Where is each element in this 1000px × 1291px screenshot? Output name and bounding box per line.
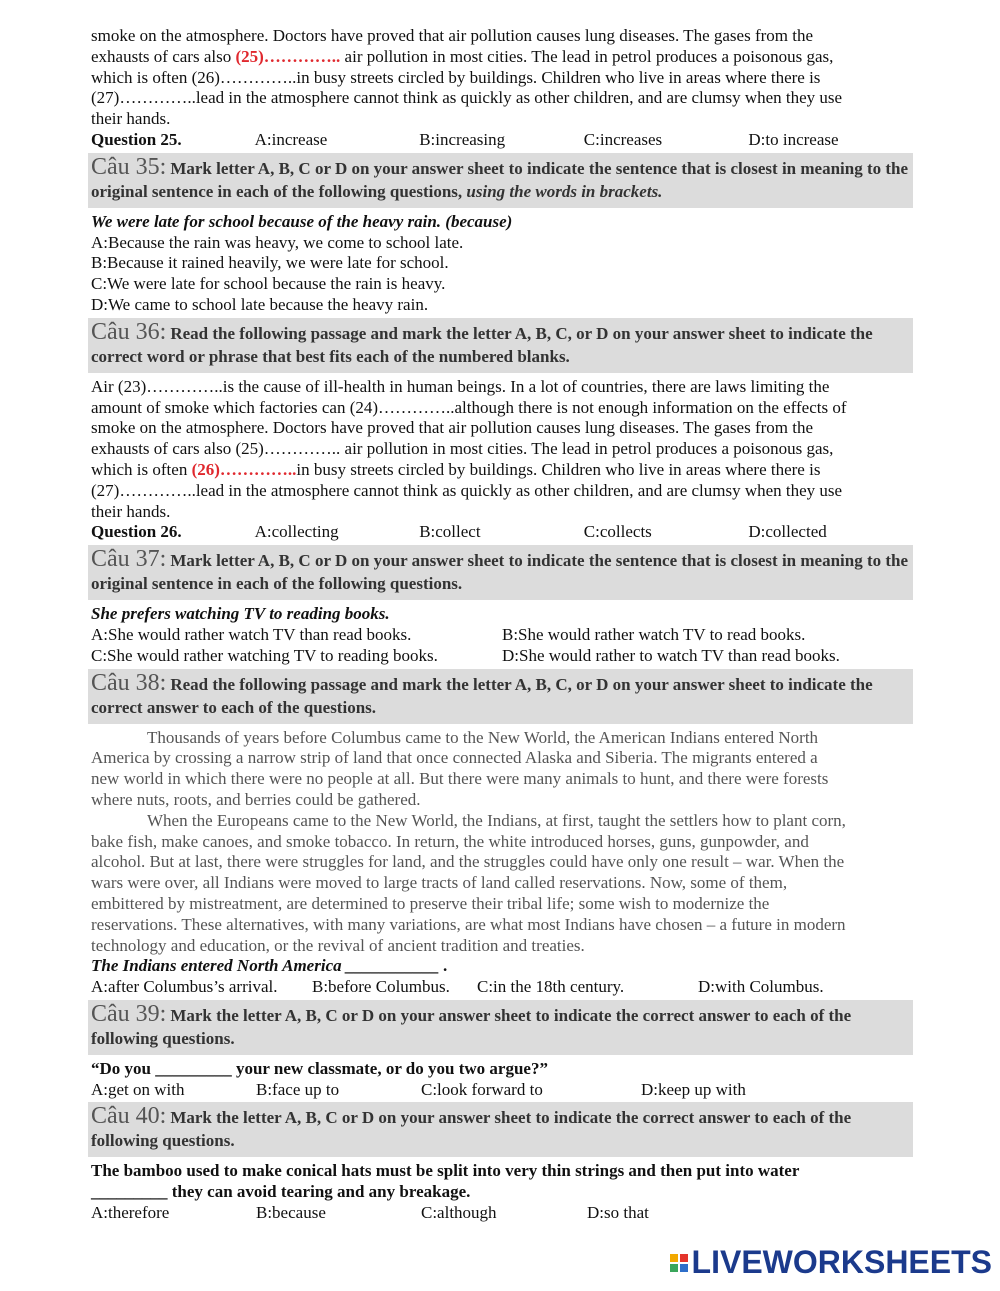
question-label: Question 25. <box>91 129 182 149</box>
question-row-25 <box>91 130 913 151</box>
question-number: Câu 36: <box>91 318 167 345</box>
liveworksheets-logo[interactable] <box>670 1244 992 1281</box>
highlighted-blank: (25)………….. <box>235 46 341 66</box>
answer-option[interactable]: D:collected <box>748 522 827 542</box>
passage-line: amount of smoke which factories can (24)…………..although there is not enough information on the effects of <box>91 397 847 417</box>
logo-blocks-icon <box>670 1254 688 1272</box>
question-header-35: Câu 35: Mark letter A, B, C or D on your answer sheet to indicate the sentence that is closest in meaning to the original sentence in each of the following questions, using the words in brackets. <box>88 153 913 208</box>
answer-option[interactable]: C:We were late for school because the rain is heavy. <box>91 274 446 294</box>
answer-option[interactable]: A:after Columbus’s arrival. <box>91 977 278 997</box>
question-number: Câu 40: <box>91 1103 167 1130</box>
passage-line: their hands. <box>91 109 171 129</box>
answer-option[interactable]: A:increase <box>254 129 328 149</box>
options-row <box>91 1080 913 1101</box>
passage-line: smoke on the atmosphere. Doctors have proved that air pollution causes lung diseases. The gases from the <box>91 26 814 45</box>
logo-block <box>680 1254 688 1262</box>
passage-line: technology and education, or the revival of ancient tradition and treaties. <box>91 935 585 955</box>
passage-line: embittered by mistreatment, are determined to preserve their tribal life; some wish to modernize the <box>91 893 770 913</box>
answer-option[interactable]: C:She would rather watching TV to reading books. <box>91 645 438 665</box>
answer-option[interactable]: C:although <box>421 1203 497 1223</box>
passage-line: Thousands of years before Columbus came to the New World, the American Indians entered North <box>147 727 819 747</box>
passage-line: smoke on the atmosphere. Doctors have proved that air pollution causes lung diseases. The gases from the <box>91 418 814 438</box>
logo-block <box>670 1264 678 1272</box>
passage-line: wars were over, all Indians were moved to large tracts of land called reservations. Now, some of them, <box>91 873 788 893</box>
answer-option[interactable]: D:keep up with <box>641 1079 746 1099</box>
question-number: Câu 37: <box>91 546 167 573</box>
passage-line: alcohol. But at last, there were struggles for land, and the struggles could have only one result – war. When the <box>91 852 845 872</box>
answer-option[interactable]: D:She would rather to watch TV than read books. <box>502 645 840 665</box>
passage-line: America by crossing a narrow strip of land that once connected Alaska and Siberia. The migrants entered a <box>91 748 818 768</box>
passage-line: bake fish, make canoes, and smoke tobacco. In return, the white introduced horses, guns, gunpowder, and <box>91 831 809 851</box>
question-row-26 <box>91 522 913 543</box>
answer-option[interactable]: D:so that <box>587 1203 649 1223</box>
answer-option[interactable]: A:get on with <box>91 1079 185 1099</box>
question-header-40: Câu 40: Mark the letter A, B, C or D on your answer sheet to indicate the correct answer to each of the following questions. <box>88 1102 913 1157</box>
logo-text: LIVEWORKSHEETS <box>691 1244 992 1280</box>
answer-option[interactable]: C:collects <box>583 522 652 542</box>
answer-option[interactable]: A:She would rather watch TV than read books. <box>91 624 412 644</box>
options-row <box>91 646 913 667</box>
question-stem: She prefers watching TV to reading books. <box>91 604 390 624</box>
passage-line: exhausts of cars also (25)………….. air pollution in most cities. The lead in petrol produces a poisonous gas, <box>91 439 834 459</box>
worksheet-page <box>91 26 913 1224</box>
passage-line: (27)…………..lead in the atmosphere cannot think as quickly as other children, and are clumsy when they use <box>91 88 843 108</box>
logo-block <box>670 1254 678 1262</box>
answer-option[interactable]: B:collect <box>419 522 481 542</box>
passage-line: which is often (26)…………..in busy streets circled by buildings. Children who live in areas where there is <box>91 67 821 87</box>
answer-option[interactable]: C:in the 18th century. <box>477 977 625 997</box>
answer-option[interactable]: B:because <box>256 1203 326 1223</box>
options-row <box>91 1203 913 1224</box>
passage-line: When the Europeans came to the New World, the Indians, at first, taught the settlers how to plant corn, <box>147 810 846 830</box>
passage-line: (27)…………..lead in the atmosphere cannot think as quickly as other children, and are clumsy when they use <box>91 480 843 500</box>
answer-option[interactable]: A:therefore <box>91 1203 170 1223</box>
question-stem: “Do you _________ your new classmate, or do you two argue?” <box>91 1058 548 1078</box>
question-stem: The Indians entered North America ___________ . <box>91 956 448 976</box>
logo-block <box>680 1264 688 1272</box>
options-row <box>91 977 913 998</box>
options-row <box>91 625 913 646</box>
question-header-37: Câu 37: Mark letter A, B, C or D on your answer sheet to indicate the sentence that is closest in meaning to the original sentence in each of the following questions. <box>88 545 913 600</box>
passage-line: exhausts of cars also (25)………….. air pollution in most cities. The lead in petrol produces a poisonous gas, <box>91 46 834 66</box>
passage-line: reservations. These alternatives, with many variations, are what most Indians have chosen – a future in modern <box>91 914 846 934</box>
answer-option[interactable]: A:Because the rain was heavy, we come to school late. <box>91 232 464 252</box>
answer-option[interactable]: B:face up to <box>256 1079 340 1099</box>
answer-option[interactable]: C:look forward to <box>421 1079 543 1099</box>
question-number: Câu 39: <box>91 1000 167 1027</box>
question-number: Câu 38: <box>91 669 167 696</box>
question-header-39: Câu 39: Mark the letter A, B, C or D on your answer sheet to indicate the correct answer to each of the following questions. <box>88 1000 913 1055</box>
answer-option[interactable]: B:Because it rained heavily, we were late for school. <box>91 253 449 273</box>
answer-option[interactable]: A:collecting <box>254 522 339 542</box>
passage-line: Air (23)…………..is the cause of ill-health in human beings. In a lot of countries, there are laws limiting the <box>91 376 830 396</box>
passage-line: where nuts, roots, and berries could be gathered. <box>91 789 421 809</box>
answer-option[interactable]: B:She would rather watch TV to read books. <box>502 624 806 644</box>
answer-option[interactable]: D:We came to school late because the heavy rain. <box>91 294 429 314</box>
answer-option[interactable]: C:increases <box>583 129 663 149</box>
answer-option[interactable]: B:before Columbus. <box>312 977 450 997</box>
answer-option[interactable]: D:to increase <box>748 129 839 149</box>
answer-option[interactable]: D:with Columbus. <box>698 977 824 997</box>
question-stem: The bamboo used to make conical hats must be split into very thin strings and then put into water <box>91 1161 800 1181</box>
highlighted-blank: (26)………….. <box>191 459 297 479</box>
question-number: Câu 35: <box>91 153 167 180</box>
answer-option[interactable]: B:increasing <box>419 129 506 149</box>
question-label: Question 26. <box>91 522 182 542</box>
passage-line: their hands. <box>91 501 171 521</box>
passage-line: new world in which there were no people at all. But there were many animals to hunt, and there were forests <box>91 769 829 789</box>
question-header-38: Câu 38: Read the following passage and mark the letter A, B, C, or D on your answer sheet to indicate the correct answer to each of the questions. <box>88 669 913 724</box>
question-stem: We were late for school because of the heavy rain. (because) <box>91 211 513 231</box>
question-header-36: Câu 36: Read the following passage and mark the letter A, B, C, or D on your answer sheet to indicate the correct word or phrase that best fits each of the numbered blanks. <box>88 318 913 373</box>
question-stem: _________ they can avoid tearing and any breakage. <box>91 1182 471 1202</box>
passage-line: which is often (26)…………..in busy streets circled by buildings. Children who live in areas where there is <box>91 459 821 479</box>
